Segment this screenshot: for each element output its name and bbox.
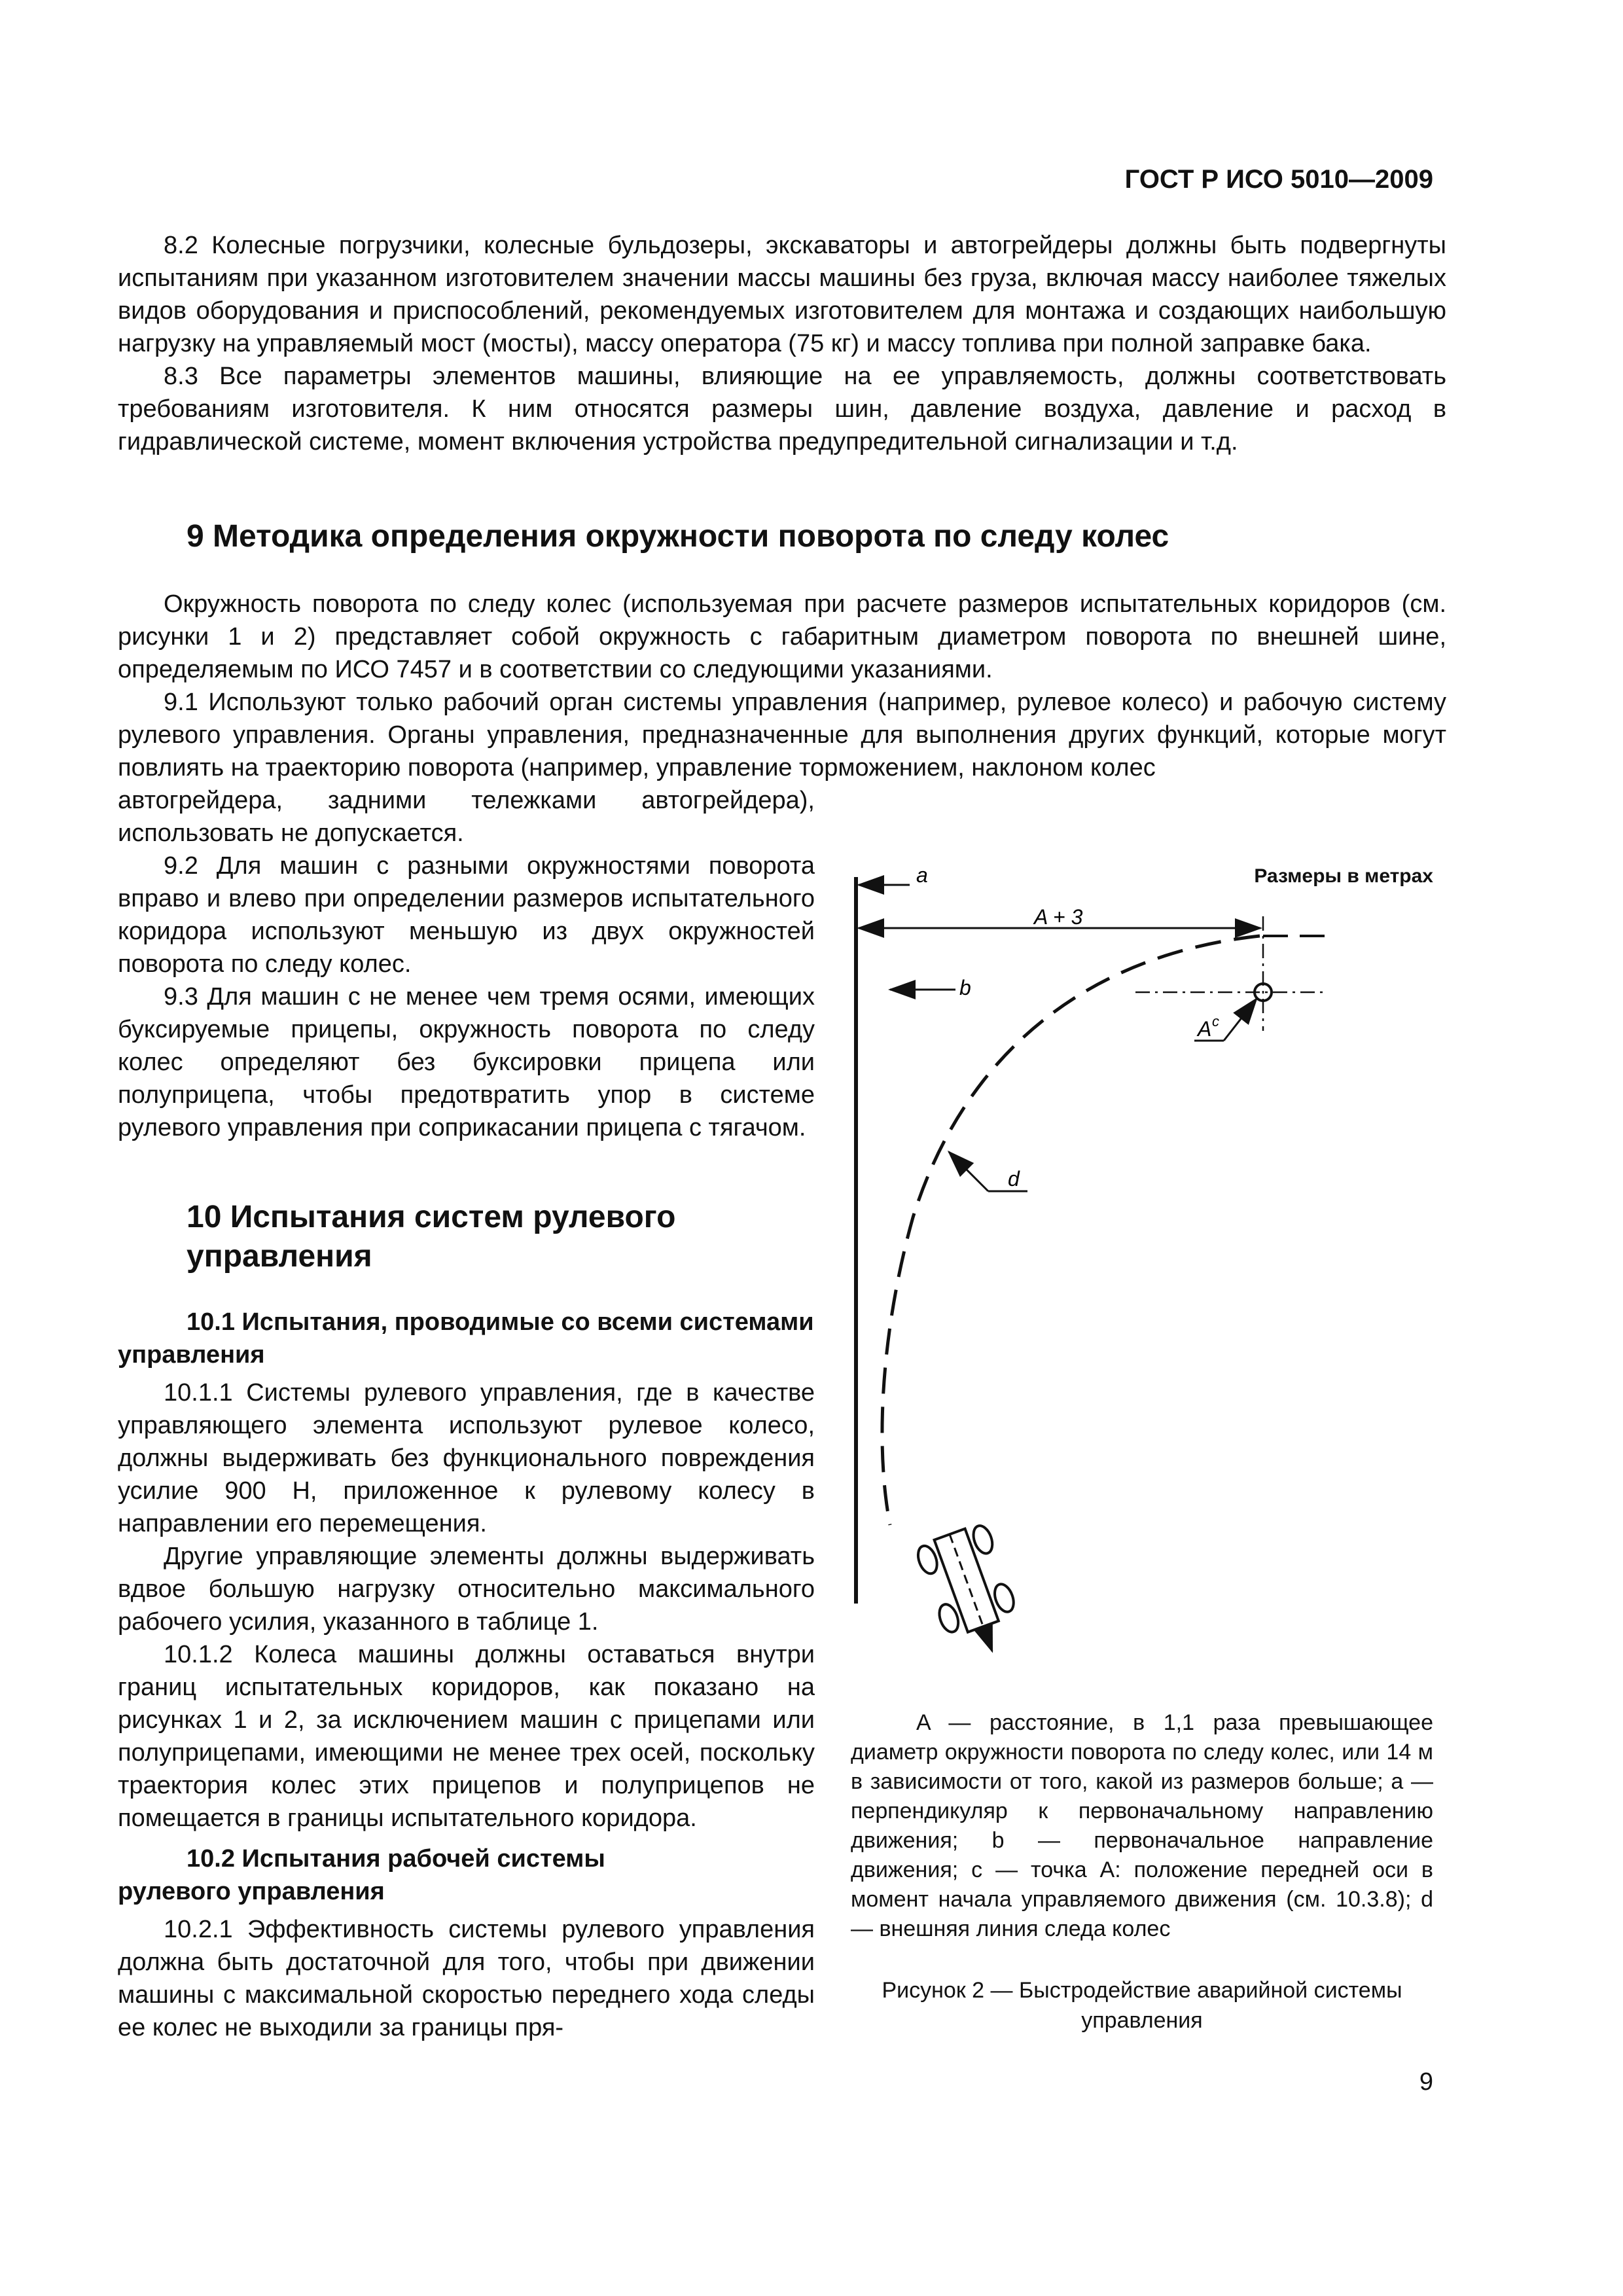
section-10-heading: 10 Испытания систем рулевого управления	[187, 1200, 676, 1274]
paragraph-8-2: 8.2 Колесные погрузчики, колесные бульдозеры, экскаваторы и автогрейдеры должны быть подвергнуты испытаниям при указанном изготовителем значении массы машины без груза, включая массу наиболее тяжелых видов оборудования и приспособлений, рекомендуемых изготовителем для монтажа и создающих наибольшую нагрузку на управляемый мост (мосты), массу оператора (75 кг) и массу топлива при полной заправке бака.	[118, 232, 1446, 357]
label-ac-superscript: c	[1212, 1013, 1219, 1030]
paragraph-10-2-1: 10.2.1 Эффективность системы рулевого управления должна быть достаточной для того, чтобы при движении машины с максимальной скоростью переднего хода следы ее колес не выходили за границы пря-	[118, 1916, 815, 2041]
figure-legend: A — расстояние, в 1,1 раза превышающее диаметр окружности поворота по следу колес, или 14 м в зависимости от того, какой из размеров больше; a — перпендикуляр к первоначальному направлению движения; b — первоначальное направление движения; c — точка A: положение передней оси в момент начала управляемого движения (см. 10.3.8); d — внешняя линия следа колес	[851, 1710, 1433, 1941]
paragraph-9-2: 9.2 Для машин с разными окружностями поворота вправо и влево при определении размеров испытательного коридора используют меньшую из двух окружностей поворота по следу колес.	[118, 852, 815, 978]
leader-d	[949, 1152, 988, 1191]
figure-caption-line1: Рисунок 2 — Быстродействие аварийной системы	[882, 1978, 1402, 2003]
paragraph-10-1-2: 10.1.2 Колеса машины должны оставаться внутри границ испытательных коридоров, как показано на рисунках 1 и 2, за исключением машин с прицепами или полуприцепами, имеющими не менее трех осей, поскольку траектория колес этих прицепов и полуприцепов не помещается в границы испытательного коридора.	[118, 1641, 815, 1832]
units-note: Размеры в метрах	[1254, 865, 1433, 887]
label-a: a	[916, 863, 928, 887]
running-header: ГОСТ Р ИСО 5010—2009	[1124, 165, 1433, 194]
label-ac: A	[1198, 1017, 1212, 1041]
label-b: b	[959, 976, 971, 999]
paragraph-10-1-1: 10.1.1 Системы рулевого управления, где в качестве управляющего элемента используют рулевое колесо, должны выдерживать без функционального повреждения усилие 900 Н, приложенное к рулевому колесу в направлении его перемещения.	[118, 1379, 815, 1537]
label-a-plus-3: A + 3	[1034, 905, 1083, 929]
section-9-intro: Окружность поворота по следу колес (используемая при расчете размеров испытательных коридоров (см. рисунки 1 и 2) представляет собой окружность с габаритным диаметром поворота по внешней шине, определяемым по ИСО 7457 и в соответствии со следующими указаниями.	[118, 590, 1446, 683]
paragraph-8-3: 8.3 Все параметры элементов машины, влияющие на ее управляемость, должны соответствовать требованиям изготовителя. К ним относятся размеры шин, давление воздуха, давление и расход в гидравлической системе, момент включения устройства предупредительной сигнализации и т.д.	[118, 363, 1446, 456]
leader-ac	[1224, 999, 1257, 1041]
label-d: d	[1008, 1167, 1020, 1191]
figure-2-diagram	[831, 851, 1459, 1689]
section-9-heading: 9 Методика определения окружности поворота по следу колес	[187, 519, 1169, 554]
paragraph-9-3: 9.3 Для машин с не менее чем тремя осями, имеющих буксируемые прицепы, окружность поворота по следу колес определяют без буксировки прицепа или полуприцепа, чтобы предотвратить упор в системе рулевого управления при соприкасании прицепа с тягачом.	[118, 983, 815, 1141]
figure-caption-line2: управления	[1081, 2008, 1203, 2033]
machine-icon	[914, 1521, 1028, 1664]
subsection-10-1-heading: 10.1 Испытания, проводимые со всеми системами управления	[118, 1308, 814, 1369]
page-number: 9	[1419, 2068, 1433, 2096]
paragraph-9-1: 9.1 Используют только рабочий орган системы управления (например, рулевое колесо) и рабочую систему рулевого управления. Органы управления, предназначенные для выполнения других функций, которые могут повлиять на траекторию поворота (например, управление торможением, наклоном колес	[118, 689, 1446, 781]
paragraph-10-1-1b: Другие управляющие элементы должны выдерживать вдвое большую нагрузку относительно максимального рабочего усилия, указанного в таблице 1.	[118, 1543, 815, 1636]
subsection-10-2-heading: 10.2 Испытания рабочей системы рулевого управления	[118, 1845, 605, 1905]
paragraph-9-1-continued: автогрейдера, задними тележками автогрейдера), использовать не допускается.	[118, 787, 815, 847]
